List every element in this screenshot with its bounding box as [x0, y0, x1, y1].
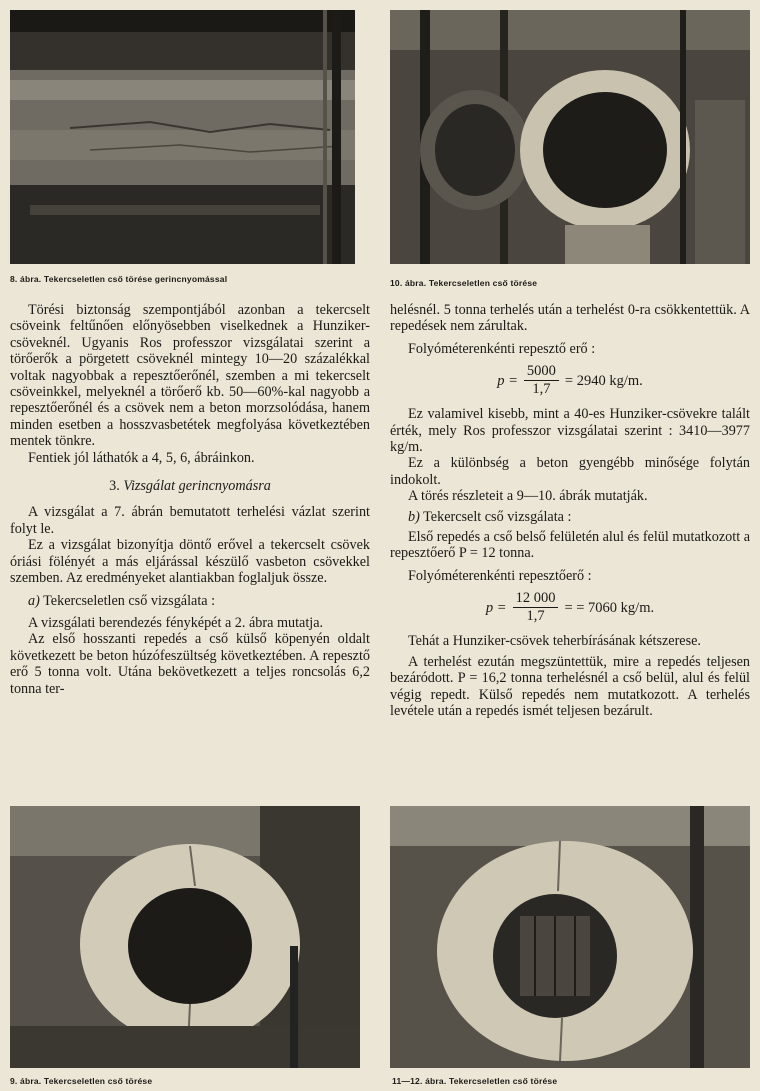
- formula-1: [390, 363, 750, 398]
- left-paragraph-5: A vizsgálati berendezés fényképét a 2. ábra mutatja.: [28, 614, 324, 631]
- left-paragraph-3: A vizsgálat a 7. ábrán bemutatott terhelési vázlat szerint folyt le.: [10, 504, 370, 537]
- right-paragraph-3: Ez valamivel kisebb, mint a 40-es Hunziker-csövekre talált érték, mely Ros professzor vizsgálatai szerint : 3410—3977 kg/m.: [390, 406, 750, 456]
- figure-9-photo: [10, 806, 360, 1068]
- formula-1-lhs: p =: [497, 372, 518, 389]
- left-paragraph-4: Ez a vizsgálat bizonyítja döntő erővel a tekercselt csövek óriási fölényét a más eljárással készülő vasbeton csövekkel szemben. Az eredményeket alantiakban foglaljuk össze.: [10, 537, 370, 587]
- right-paragraph-2: Folyóméterenkénti repesztő erő :: [408, 340, 596, 357]
- formula-2-rhs: = = 7060 kg/m.: [564, 599, 655, 616]
- left-paragraph-2: Fentiek jól láthatók a 4, 5, 6, ábráinkon.: [28, 449, 255, 466]
- formula-2-numerator: 12 000: [513, 590, 559, 608]
- section-title: Vizsgálat gerincnyomásra: [123, 478, 271, 495]
- right-paragraph-6: Első repedés a cső belső felületén alul és felül mutatkozott a repesztőerő P = 12 tonna.: [390, 529, 750, 562]
- right-paragraph-4: Ez a különbség a beton gyengébb minősége folytán indokolt.: [390, 455, 750, 488]
- left-text-column: [10, 302, 370, 697]
- left-paragraph-1: Törési biztonság szempontjából azonban a tekercselt csöveink feltűnően előnyösebben viselkednek a Hunziker-csöveknél. Ugyanis Ros professzor vizsgálatai szerint a törőerők a pörgetett csöveknél mintegy 10—20 százalékkal voltak nagyobbak a repesztőerőnél, szemben a mi tekercselt csöveinkkel, melyeknél a törőerő kb. 50—60%-kal nagyobb a repesztőerőnél és a csövek nem a beton morzsolódása, hanem minden esetben a hosszvasbetétek megfolyása következtében mentek tönkre.: [10, 302, 370, 450]
- formula-2-lhs: p =: [485, 599, 507, 616]
- figure-10-caption: 10. ábra. Tekercseletlen cső törése: [390, 278, 538, 288]
- formula-1-denominator: 1,7: [532, 381, 551, 398]
- right-paragraph-1: helésnél. 5 tonna terhelés után a terhelést 0-ra csökkentettük. A repedések nem zárultak.: [390, 302, 750, 335]
- subsection-b-text: Tekercselt cső vizsgálata :: [423, 508, 572, 525]
- formula-1-rhs: = 2940 kg/m.: [564, 372, 643, 389]
- figure-9-caption: 9. ábra. Tekercseletlen cső törése: [10, 1076, 153, 1086]
- right-text-column: [390, 302, 750, 719]
- figure-10-photo: [390, 10, 750, 264]
- right-paragraph-9: A terhelést ezután megszüntettük, mire a repedés teljesen bezáródott. P = 16,2 tonna terhelésnél a cső belül, alul és felül végig repedt. Külső repedés nem mutatkozott. A terhelés levétele után a repedés ismét teljesen bezárult.: [390, 653, 750, 719]
- subsection-b-heading: [390, 509, 750, 525]
- formula-2-fraction: [513, 590, 559, 625]
- formula-1-fraction: [524, 363, 559, 398]
- formula-2-denominator: 1,7: [526, 608, 545, 625]
- subsection-a-heading: [10, 593, 370, 609]
- section-heading: [10, 478, 370, 494]
- figure-8-caption: 8. ábra. Tekercseletlen cső törése gerincnyomással: [10, 274, 228, 284]
- formula-2: [390, 590, 750, 625]
- right-paragraph-5: A törés részleteit a 9—10. ábrák mutatják.: [408, 488, 648, 505]
- figure-11-12-caption: 11—12. ábra. Tekercseletlen cső törése: [392, 1076, 558, 1086]
- section-number: 3.: [109, 478, 120, 495]
- subsection-a-label: a): [28, 592, 40, 609]
- subsection-a-text: Tekercseletlen cső vizsgálata :: [43, 592, 216, 609]
- right-paragraph-7: Folyóméterenkénti repesztőerő :: [408, 567, 592, 584]
- subsection-b-label: b): [408, 508, 420, 525]
- formula-1-numerator: 5000: [524, 363, 559, 381]
- figure-8-photo: [10, 10, 355, 264]
- left-paragraph-6: Az első hosszanti repedés a cső külső köpenyén oldalt következett be beton húzófeszültség következtében. A repesztő erő 5 tonna volt. Utána bekövetkezett a teljes roncsolás 6,2 tonna ter-: [10, 631, 370, 697]
- right-paragraph-8: Tehát a Hunziker-csövek teherbírásának kétszerese.: [408, 633, 701, 650]
- figure-11-12-photo: [390, 806, 750, 1068]
